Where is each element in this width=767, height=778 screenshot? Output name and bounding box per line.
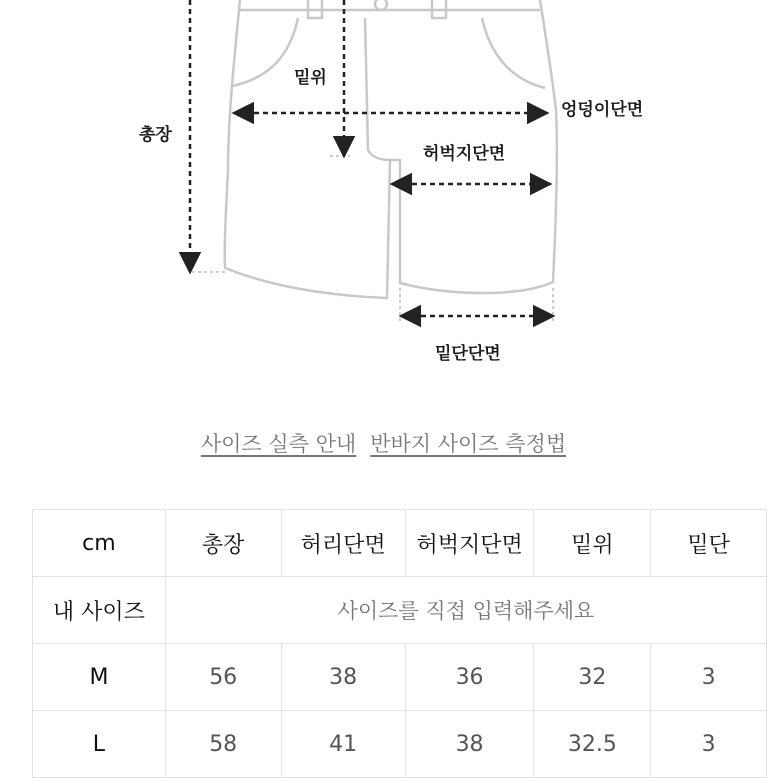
size-guide-link[interactable]: 사이즈 실측 안내 xyxy=(200,432,357,456)
column-header-thigh: 허벅지단면 xyxy=(405,510,534,577)
table-cell: 32.5 xyxy=(534,711,651,778)
table-cell: 3 xyxy=(651,644,767,711)
size-label: L xyxy=(33,711,166,778)
total-length-label: 총장 xyxy=(139,125,172,145)
table-cell: 36 xyxy=(405,644,534,711)
table-cell: 3 xyxy=(651,711,767,778)
table-cell: 38 xyxy=(281,644,405,711)
table-cell: 56 xyxy=(165,644,281,711)
my-size-label: 내 사이즈 xyxy=(33,577,166,644)
my-size-input[interactable]: 사이즈를 직접 입력해주세요 xyxy=(165,577,766,644)
size-table xyxy=(32,509,767,778)
table-row xyxy=(33,711,767,778)
table-header-row xyxy=(33,510,767,577)
size-guide-links xyxy=(0,428,767,458)
column-header-hem: 밑단 xyxy=(651,510,767,577)
table-cell: 32 xyxy=(534,644,651,711)
my-size-row xyxy=(33,577,767,644)
column-header-total-length: 총장 xyxy=(165,510,281,577)
size-label: M xyxy=(33,644,166,711)
hem-label: 밑단단면 xyxy=(435,344,501,364)
measure-method-link[interactable]: 반바지 사이즈 측정법 xyxy=(370,432,567,456)
column-header-unit: cm xyxy=(33,510,166,577)
column-header-rise: 밑위 xyxy=(534,510,651,577)
table-cell: 38 xyxy=(405,711,534,778)
shorts-outline xyxy=(225,0,557,298)
column-header-waist: 허리단면 xyxy=(281,510,405,577)
rise-label: 밑위 xyxy=(294,68,327,88)
table-row xyxy=(33,644,767,711)
table-cell: 58 xyxy=(165,711,281,778)
table-cell: 41 xyxy=(281,711,405,778)
hip-label: 엉덩이단면 xyxy=(561,100,644,120)
thigh-label: 허벅지단면 xyxy=(423,144,506,164)
